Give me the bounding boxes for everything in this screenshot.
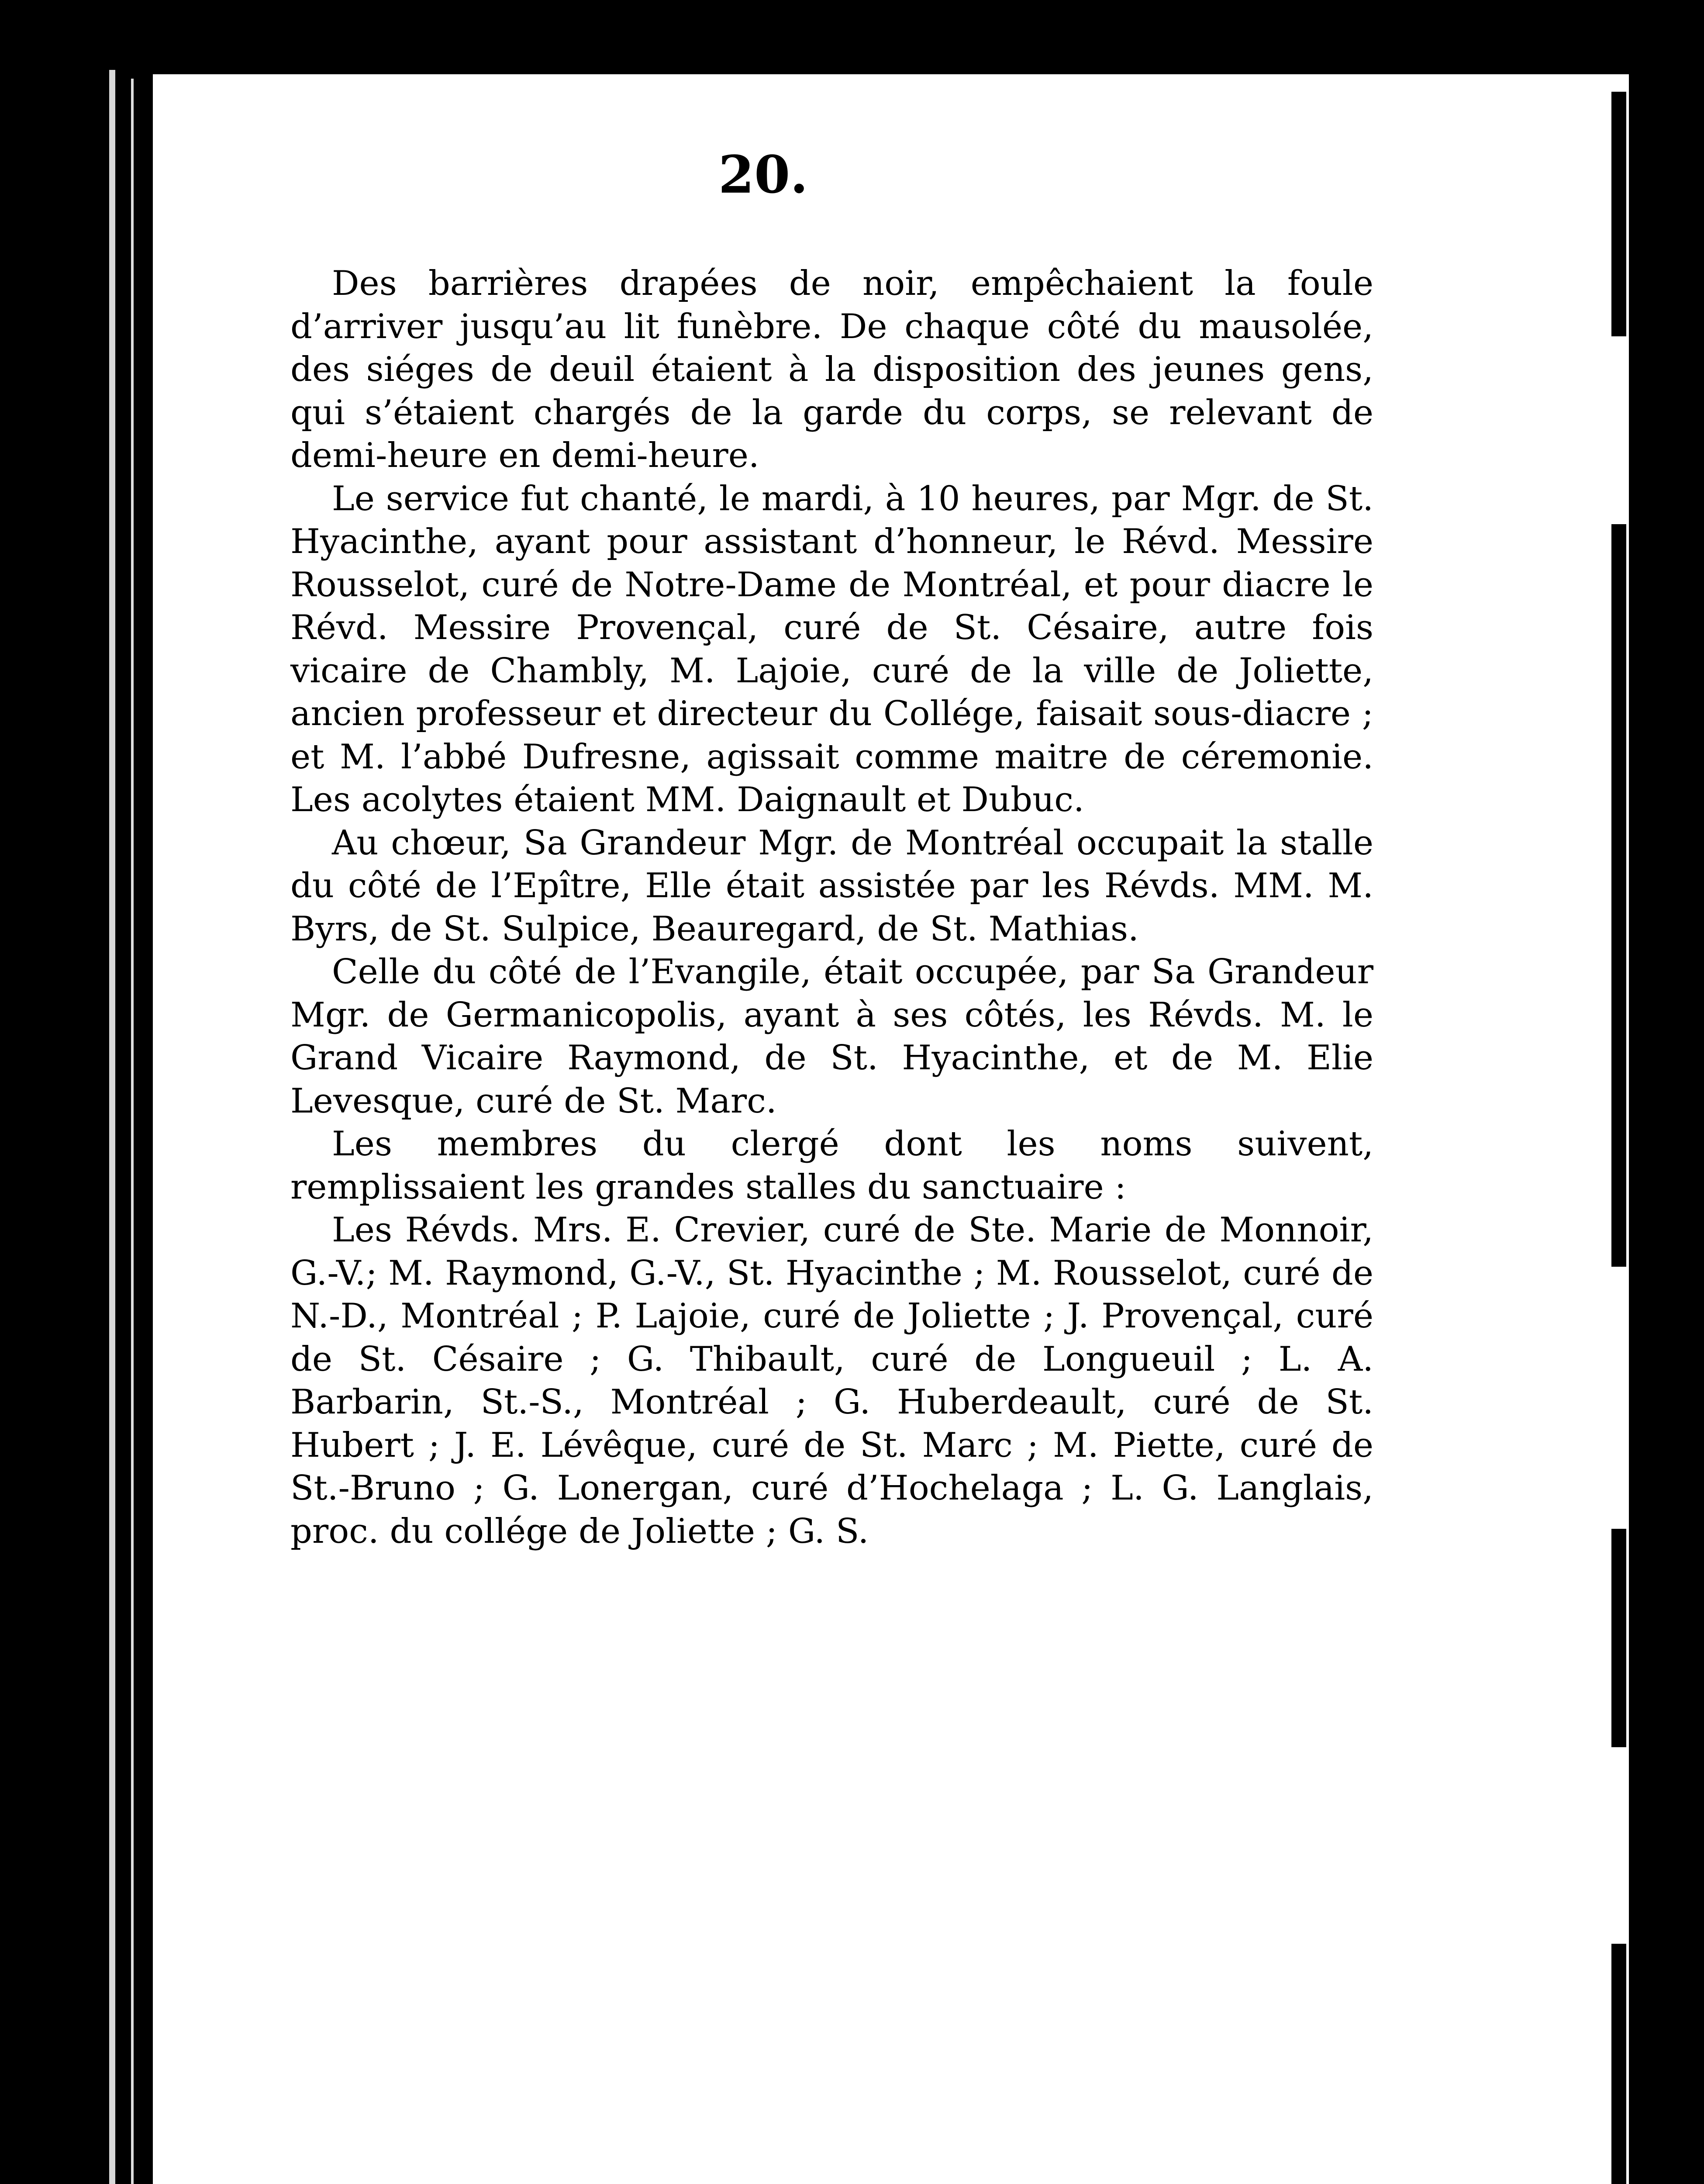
page-binding-shadow: [131, 79, 134, 2184]
paragraph: Au chœur, Sa Grandeur Mgr. de Montréal occupait la stalle du côté de l’Epître, Elle était assistée par les Révds. MM. M. Byrs, de St. Sulpice, Beauregard, de St. Mathias.: [290, 823, 1373, 949]
paragraph: Celle du côté de l’Evangile, était occupée, par Sa Grandeur Mgr. de Germanicopolis, ayant à ses côtés, les Révds. M. le Grand Vicaire Raymond, de St. Hyacinthe, et de M. Elie Levesque, curé de St. Marc.: [290, 952, 1373, 1121]
paragraph: Les Révds. Mrs. E. Crevier, curé de Ste. Marie de Monnoir, G.-V.; M. Raymond, G.-V., St. Hyacinthe ; M. Rousselot, curé de N.-D., Montréal ; P. Lajoie, curé de Joliette ; J. Provençal, curé de St. Césaire ; G. Thibault, curé de Longueuil ; L. A. Barbarin, St.-S., Montréal ; G. Huberdeault, curé de St. Hubert ; J. E. Lévêque, curé de St. Marc ; M. Piette, curé de St.-Bruno ; G. Lonergan, curé d’Hochelaga ; L. G. Langlais, proc. du collége de Joliette ; G. S.: [290, 1210, 1373, 1551]
page-edge-mark: [1611, 1529, 1626, 1747]
paragraph: Le service fut chanté, le mardi, à 10 heures, par Mgr. de St. Hyacinthe, ayant pour assistant d’honneur, le Révd. Messire Rousselot, curé de Notre-Dame de Montréal, et pour diacre le Révd. Messire Provençal, curé de St. Césaire, autre fois vicaire de Chambly, M. Lajoie, curé de la ville de Joliette, ancien professeur et directeur du Collége, faisait sous-diacre ; et M. l’abbé Dufresne, agissait comme maitre de céremonie. Les acolytes étaient MM. Daignault et Dubuc.: [290, 479, 1373, 819]
page-edge-mark: [1611, 524, 1626, 1267]
page-edge-mark: [1611, 1944, 1626, 2184]
paragraph: Les membres du clergé dont les noms suivent, remplissaient les grandes stalles du sanctuaire :: [290, 1124, 1373, 1207]
paragraph: Des barrières drapées de noir, empêchaient la foule d’arriver jusqu’au lit funèbre. De chaque côté du mausolée, des siéges de deuil étaient à la disposition des jeunes gens, qui s’étaient chargés de la garde du corps, se relevant de demi-heure en demi-heure.: [290, 264, 1373, 475]
page-edge-mark: [1611, 92, 1626, 336]
page-binding-edge: [109, 70, 115, 2184]
body-text: [290, 262, 1373, 1553]
page-number: 20.: [718, 144, 808, 205]
